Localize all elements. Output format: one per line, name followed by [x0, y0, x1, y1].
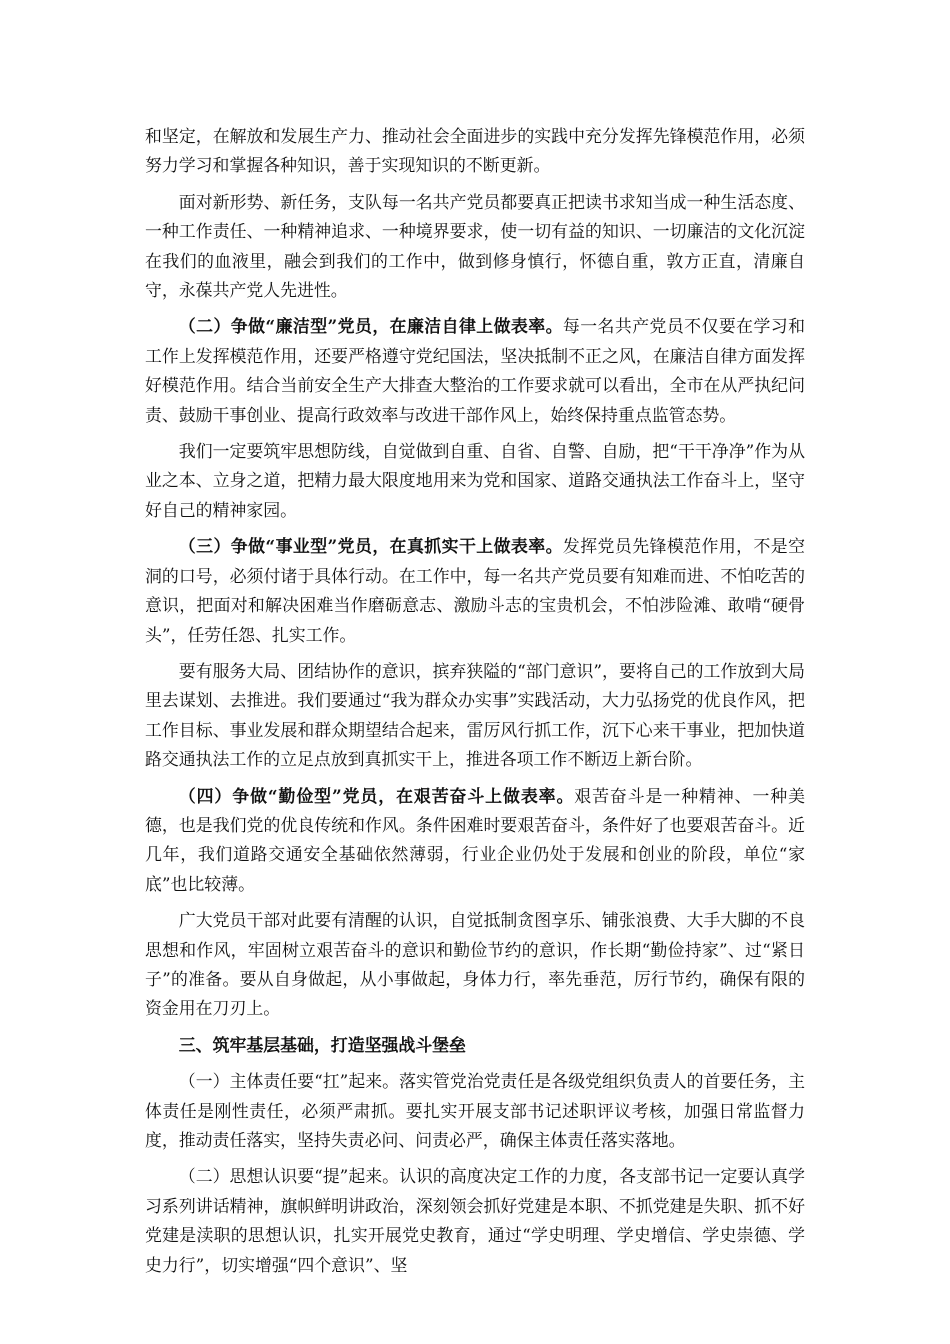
- paragraph-8: [145, 906, 805, 1024]
- paragraph-text: 每一名共产党员不仅要在学习和工作上发挥模范作用，还要严格遵守党纪国法，坚决抵制不正之风，在廉洁自律方面发挥好模范作用。结合当前安全生产大排查大整治的工作要求就可以看出，全市在从严执纪问责、鼓励干事创业、提高行政效率与改进干部作风上，始终保持重点监管态势。: [145, 316, 806, 425]
- paragraph-text: （二）思想认识要“提”起来。认识的高度决定工作的力度，各支部书记一定要认真学习系列讲话精神，旗帜鲜明讲政治，深刻领会抓好党建是本职、不抓党建是失职、抓不好党建是渎职的思想认识，扎实开展党史教育，通过“学史明理、学史增信、学史崇德、学史力行”，切实增强“四个意识”、坚: [145, 1166, 805, 1275]
- paragraph-5: [145, 532, 805, 650]
- paragraph-4: [145, 437, 805, 525]
- section-heading: 三、筑牢基层基础，打造坚强战斗堡垒: [178, 1034, 466, 1055]
- paragraph-text: 广大党员干部对此要有清醒的认识，自觉抵制贪图享乐、铺张浪费、大手大脚的不良思想和作风，牢固树立艰苦奋斗的意识和勤俭节约的意识，作长期“勤俭持家”、过“紧日子”的准备。要从自身做起，从小事做起，身体力行，率先垂范，厉行节约，确保有限的资金用在刀刃上。: [145, 910, 805, 1019]
- paragraph-7: [145, 782, 805, 900]
- paragraph-text: 艰苦奋斗是一种精神、一种美德，也是我们党的优良传统和作风。条件困难时要艰苦奋斗，条件好了也要艰苦奋斗。近几年，我们道路交通安全基础依然薄弱，行业企业仍处于发展和创业的阶段，单位“家底”也比较薄。: [145, 785, 805, 894]
- paragraph-text: 我们一定要筑牢思想防线，自觉做到自重、自省、自警、自励，把“干干净净”作为从业之本、立身之道，把精力最大限度地用来为党和国家、道路交通执法工作奋斗上，坚守好自己的精神家园。: [145, 441, 805, 520]
- section-paragraph-2: [145, 1162, 805, 1280]
- document-page: [145, 122, 805, 1287]
- paragraph-text: 发挥党员先锋模范作用，不是空洞的口号，必须付诸于具体行动。在工作中，每一名共产党员要有知难而进、不怕吃苦的意识，把面对和解决困难当作磨砺意志、激励斗志的宝贵机会，不怕涉险滩、敢啃“硬骨头”，任劳任怨、扎实工作。: [145, 536, 806, 645]
- paragraph-1: [145, 122, 805, 181]
- paragraph-3: [145, 312, 805, 430]
- paragraph-lead: （四）争做“勤俭型”党员，在艰苦奋斗上做表率。: [178, 785, 575, 806]
- paragraph-lead: （三）争做“事业型”党员，在真抓实干上做表率。: [178, 536, 563, 557]
- paragraph-lead: （二）争做“廉洁型”党员，在廉洁自律上做表率。: [178, 316, 563, 337]
- paragraph-text: 和坚定，在解放和发展生产力、推动社会全面进步的实践中充分发挥先锋模范作用，必须努力学习和掌握各种知识，善于实现知识的不断更新。: [145, 126, 805, 176]
- paragraph-text: 要有服务大局、团结协作的意识，摈弃狭隘的“部门意识”，要将自己的工作放到大局里去谋划、去推进。我们要通过“我为群众办实事”实践活动，大力弘扬党的优良作风，把工作目标、事业发展和群众期望结合起来，雷厉风行抓工作，沉下心来干事业，把加快道路交通执法工作的立足点放到真抓实干上，推进各项工作不断迈上新台阶。: [145, 660, 805, 770]
- paragraph-6: [145, 657, 805, 775]
- paragraph-text: （一）主体责任要“扛”起来。落实管党治党责任是各级党组织负责人的首要任务，主体责任是刚性责任，必须严肃抓。要扎实开展支部书记述职评议考核，加强日常监督力度，推动责任落实，坚持失责必问、问责必严，确保主体责任落实落地。: [145, 1071, 805, 1150]
- paragraph-text: 面对新形势、新任务，支队每一名共产党员都要真正把读书求知当成一种生活态度、一种工作责任、一种精神追求、一种境界要求，使一切有益的知识、一切廉洁的文化沉淀在我们的血液里，融会到我们的工作中，做到修身慎行，怀德自重，敦方正直，清廉自守，永葆共产党人先进性。: [145, 191, 805, 301]
- paragraph-2: [145, 188, 805, 306]
- section-paragraph-1: [145, 1067, 805, 1155]
